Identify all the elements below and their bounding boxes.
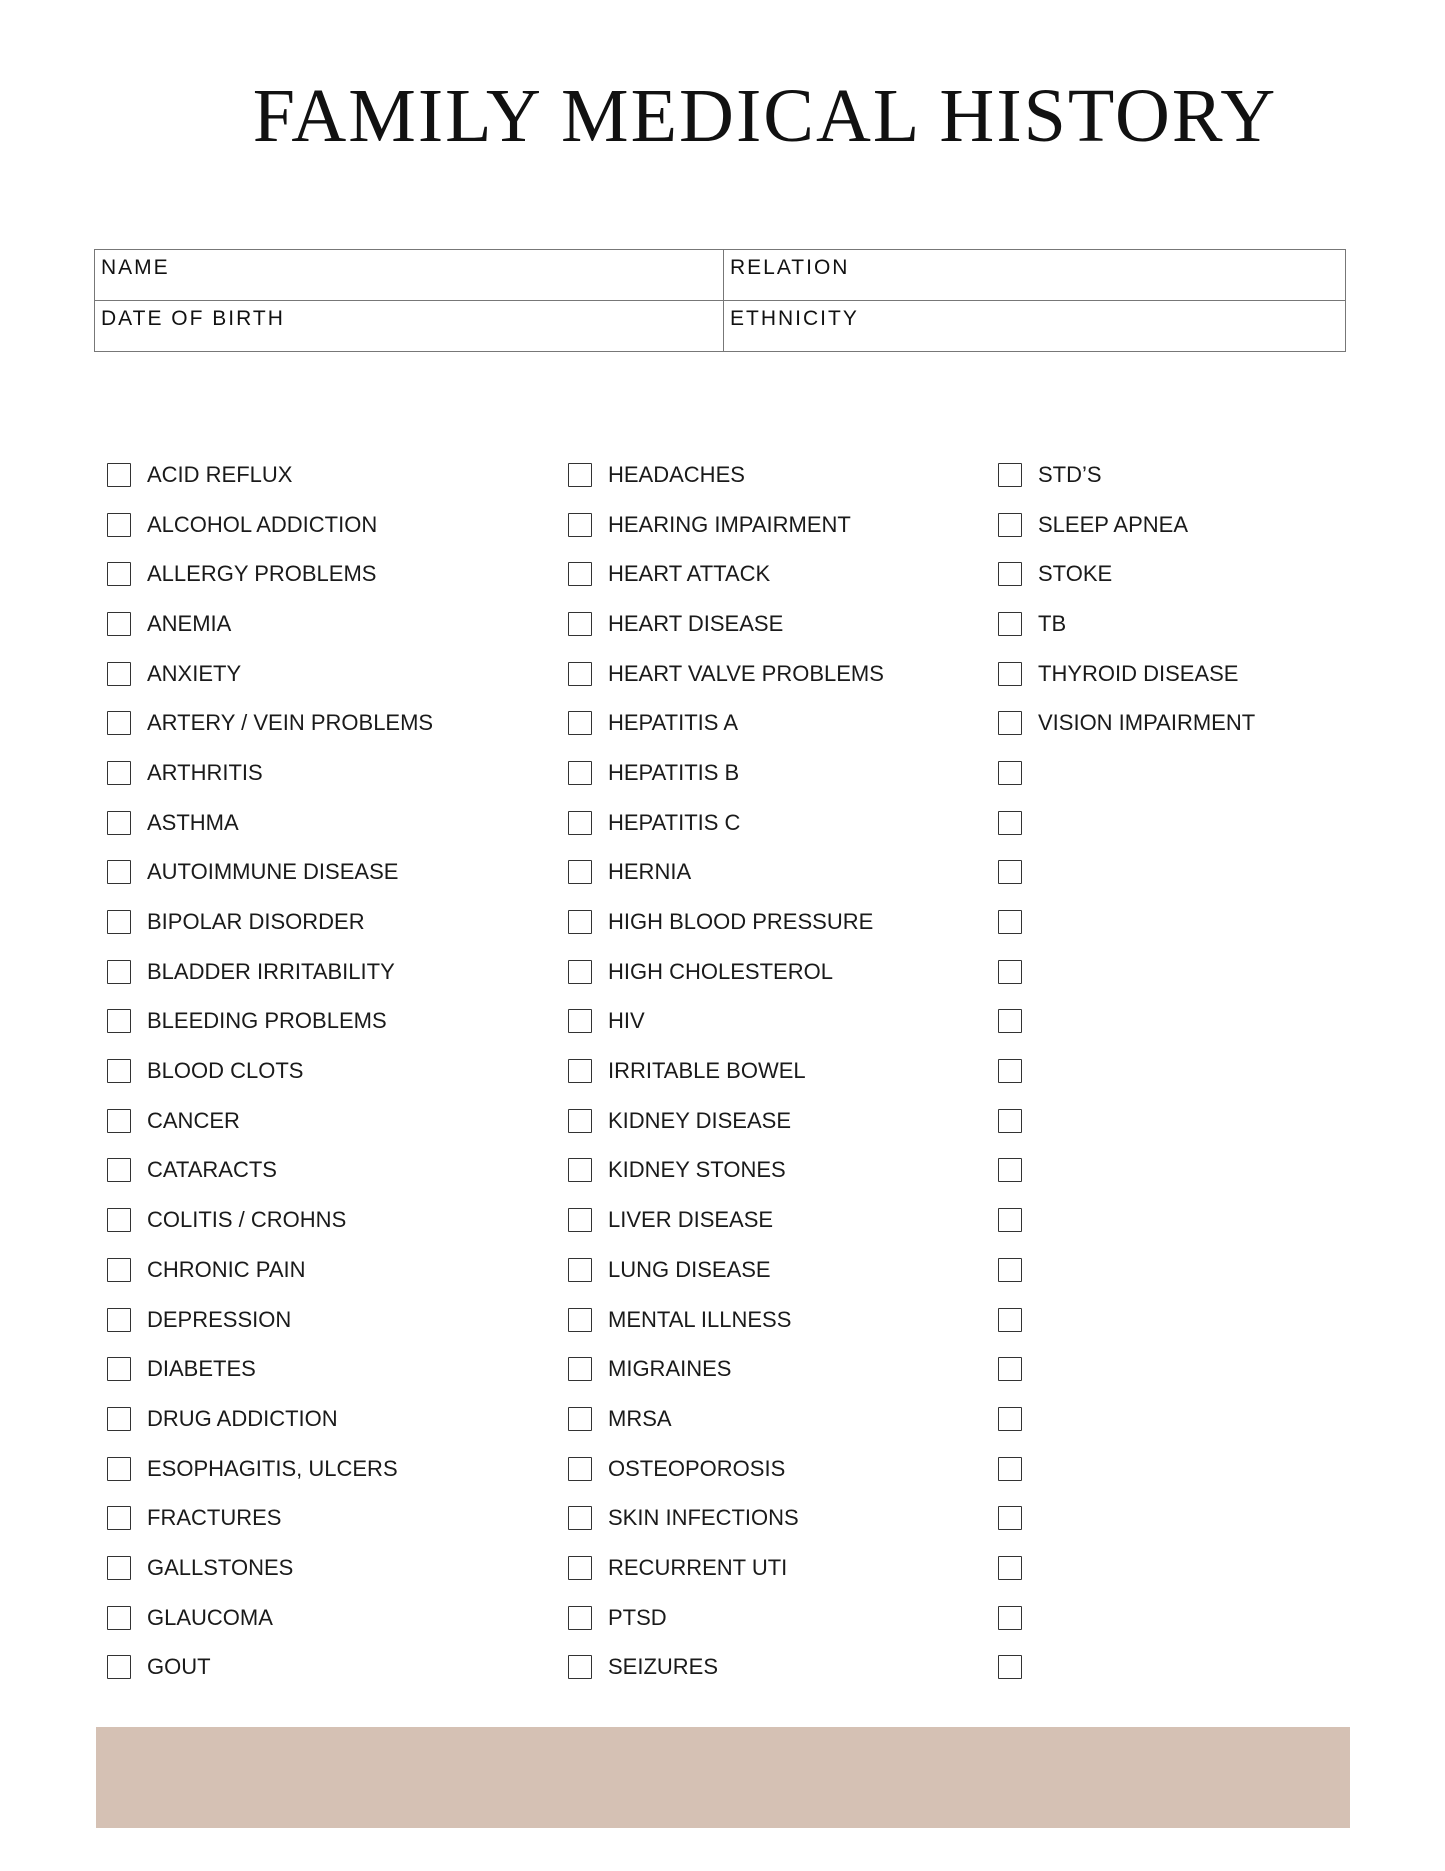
date-of-birth-field[interactable]: DATE OF BIRTH <box>95 301 724 352</box>
checklist-item[interactable] <box>568 698 884 748</box>
checklist-item[interactable] <box>998 897 1255 947</box>
checkbox[interactable] <box>107 1655 131 1679</box>
checklist-item-label: BLADDER IRRITABILITY <box>147 958 395 984</box>
checkbox[interactable] <box>107 1407 131 1431</box>
checkbox[interactable] <box>568 1606 592 1630</box>
checkbox[interactable] <box>568 711 592 735</box>
condition-column-3 <box>998 450 1255 1692</box>
checkbox[interactable] <box>107 711 131 735</box>
checklist-item-label: IRRITABLE BOWEL <box>608 1058 806 1084</box>
checklist-item[interactable] <box>568 1543 884 1593</box>
checklist-item-label: HEART VALVE PROBLEMS <box>608 660 884 686</box>
checklist-item-label: FRACTURES <box>147 1505 282 1531</box>
checklist-item[interactable] <box>568 599 884 649</box>
checkbox[interactable] <box>998 562 1022 586</box>
checklist-item-label: KIDNEY DISEASE <box>608 1107 791 1133</box>
checkbox[interactable] <box>998 463 1022 487</box>
checkbox[interactable] <box>107 1556 131 1580</box>
checkbox[interactable] <box>568 1009 592 1033</box>
checkbox[interactable] <box>568 1258 592 1282</box>
checklist-item-label: RECURRENT UTI <box>608 1554 788 1580</box>
checklist-item[interactable] <box>568 748 884 798</box>
checklist-item[interactable] <box>107 848 433 898</box>
checklist-item-label: STOKE <box>1038 561 1113 587</box>
checklist-item[interactable] <box>107 500 433 550</box>
checklist-item[interactable] <box>107 1344 433 1394</box>
checklist-item-label: ARTERY / VEIN PROBLEMS <box>147 710 434 736</box>
page-title: FAMILY MEDICAL HISTORY <box>252 74 1278 158</box>
checklist-item[interactable] <box>998 1245 1255 1295</box>
name-field[interactable]: NAME <box>95 250 724 301</box>
checklist-item-label: HEPATITIS A <box>608 710 738 736</box>
info-table <box>94 249 1346 352</box>
checklist-item[interactable] <box>568 1493 884 1543</box>
checkbox[interactable] <box>107 761 131 785</box>
checklist-item[interactable] <box>568 1394 884 1444</box>
checkbox[interactable] <box>998 1407 1022 1431</box>
checkbox[interactable] <box>107 910 131 934</box>
checklist-item-label: OSTEOPOROSIS <box>608 1455 786 1481</box>
checklist-item[interactable] <box>998 649 1255 699</box>
checklist-item-label: ESOPHAGITIS, ULCERS <box>147 1455 398 1481</box>
checklist-item[interactable] <box>998 1046 1255 1096</box>
checkbox[interactable] <box>998 1009 1022 1033</box>
checklist-item-label: VISION IMPAIRMENT <box>1038 710 1256 736</box>
checklist-item[interactable] <box>107 1195 433 1245</box>
checklist-item[interactable] <box>998 1643 1255 1693</box>
checkbox[interactable] <box>998 711 1022 735</box>
checklist-item[interactable] <box>107 1295 433 1345</box>
ethnicity-field[interactable]: ETHNICITY <box>730 306 859 330</box>
checkbox[interactable] <box>107 463 131 487</box>
checkbox[interactable] <box>998 1556 1022 1580</box>
checklist-item-label: DEPRESSION <box>147 1306 292 1332</box>
footer-band <box>96 1727 1350 1828</box>
checkbox[interactable] <box>568 662 592 686</box>
checkbox[interactable] <box>568 612 592 636</box>
checklist-item-label: STD’S <box>1038 461 1102 487</box>
checklist-item-label: MRSA <box>608 1405 672 1431</box>
checklist-item-label: BLOOD CLOTS <box>147 1058 304 1084</box>
checklist-item-label: SEIZURES <box>608 1654 719 1680</box>
checklist-item[interactable] <box>568 1046 884 1096</box>
checklist-item[interactable] <box>107 1146 433 1196</box>
checkbox[interactable] <box>568 1655 592 1679</box>
checkbox[interactable] <box>568 1208 592 1232</box>
checkbox[interactable] <box>107 1506 131 1530</box>
checklist-item-label: HEART ATTACK <box>608 561 771 587</box>
checklist-item-label: ANXIETY <box>147 660 242 686</box>
checklist-item-label: HIGH BLOOD PRESSURE <box>608 909 874 935</box>
checklist-item-label: DRUG ADDICTION <box>147 1405 338 1431</box>
checklist-item[interactable] <box>568 1245 884 1295</box>
checkbox[interactable] <box>107 1606 131 1630</box>
checklist-item-label: CHRONIC PAIN <box>147 1256 306 1282</box>
checkbox[interactable] <box>107 612 131 636</box>
checklist-item-label: BLEEDING PROBLEMS <box>147 1008 387 1034</box>
checklist-item-label: HEADACHES <box>608 461 745 487</box>
checklist-item-label: BIPOLAR DISORDER <box>147 909 365 935</box>
checklist-item-label: SKIN INFECTIONS <box>608 1505 799 1531</box>
checklist-item-label: LIVER DISEASE <box>608 1207 774 1233</box>
checklist-item-label: MIGRAINES <box>608 1356 732 1382</box>
checkbox[interactable] <box>998 1506 1022 1530</box>
condition-column-2 <box>568 450 884 1692</box>
checklist-item[interactable] <box>998 798 1255 848</box>
checkbox[interactable] <box>568 1308 592 1332</box>
checklist-item-label: HIV <box>608 1008 645 1034</box>
checklist-item[interactable] <box>107 798 433 848</box>
checklist-item[interactable] <box>107 1643 433 1693</box>
checklist-item-label: KIDNEY STONES <box>608 1157 786 1183</box>
checkbox[interactable] <box>107 960 131 984</box>
checklist-item[interactable] <box>568 649 884 699</box>
checklist-item[interactable] <box>998 1195 1255 1245</box>
checkbox[interactable] <box>107 1258 131 1282</box>
checkbox[interactable] <box>998 513 1022 537</box>
checklist-item[interactable] <box>998 549 1255 599</box>
checklist-item[interactable] <box>107 1046 433 1096</box>
checklist-item-label: CATARACTS <box>147 1157 277 1183</box>
checkbox[interactable] <box>998 1357 1022 1381</box>
checklist-item[interactable] <box>107 947 433 997</box>
checkbox[interactable] <box>107 1109 131 1133</box>
checklist-item[interactable] <box>107 1444 433 1494</box>
checklist-item-label: THYROID DISEASE <box>1038 660 1239 686</box>
checklist-item-label: COLITIS / CROHNS <box>147 1207 347 1233</box>
checklist-item[interactable] <box>998 599 1255 649</box>
checklist-item-label: ALCOHOL ADDICTION <box>147 511 378 537</box>
checkbox[interactable] <box>107 513 131 537</box>
checklist-item[interactable] <box>568 848 884 898</box>
checklist-item[interactable] <box>568 1344 884 1394</box>
checklist-item[interactable] <box>998 500 1255 550</box>
checklist-item-label: HERNIA <box>608 859 692 885</box>
checklist-item-label: DIABETES <box>147 1356 256 1382</box>
checklist-item[interactable] <box>998 1295 1255 1345</box>
checkbox[interactable] <box>998 1059 1022 1083</box>
checklist-item-label: LUNG DISEASE <box>608 1256 771 1282</box>
checklist-item[interactable] <box>998 1593 1255 1643</box>
checklist-item-label: HEPATITIS C <box>608 809 741 835</box>
checklist-item-label: ASTHMA <box>147 809 239 835</box>
checklist-item-label: ANEMIA <box>147 610 232 636</box>
checkbox[interactable] <box>568 1357 592 1381</box>
checklist-item-label: SLEEP APNEA <box>1038 511 1189 537</box>
checkbox[interactable] <box>998 960 1022 984</box>
checkbox[interactable] <box>568 562 592 586</box>
checkbox[interactable] <box>568 1109 592 1133</box>
checkbox[interactable] <box>998 1655 1022 1679</box>
checklist-item[interactable] <box>568 1444 884 1494</box>
checklist-item-label: HEARING IMPAIRMENT <box>608 511 851 537</box>
checklist-item-label: HEART DISEASE <box>608 610 784 636</box>
checklist-item-label: CANCER <box>147 1107 240 1133</box>
checklist-item[interactable] <box>107 599 433 649</box>
checklist-item-label: HIGH CHOLESTEROL <box>608 958 833 984</box>
checklist-item[interactable] <box>998 450 1255 500</box>
checkbox[interactable] <box>568 811 592 835</box>
checklist-item[interactable] <box>568 1593 884 1643</box>
checklist-item[interactable] <box>107 748 433 798</box>
checklist-item[interactable] <box>568 450 884 500</box>
checkbox[interactable] <box>568 1407 592 1431</box>
checklist-item[interactable] <box>998 748 1255 798</box>
checklist-item[interactable] <box>107 897 433 947</box>
checkbox[interactable] <box>998 811 1022 835</box>
checkbox[interactable] <box>107 662 131 686</box>
checklist-item-label: ACID REFLUX <box>147 461 293 487</box>
checklist-item[interactable] <box>568 947 884 997</box>
checklist-item-label: HEPATITIS B <box>608 759 740 785</box>
checkbox[interactable] <box>107 1208 131 1232</box>
checklist-item[interactable] <box>998 1096 1255 1146</box>
condition-column-1 <box>107 450 433 1692</box>
checklist-item-label: ALLERGY PROBLEMS <box>147 561 377 587</box>
checklist-item[interactable] <box>568 798 884 848</box>
checklist-item[interactable] <box>107 1245 433 1295</box>
checklist-item-label: GLAUCOMA <box>147 1604 273 1630</box>
checklist-item-label: ARTHRITIS <box>147 759 263 785</box>
checklist-item[interactable] <box>568 997 884 1047</box>
checkbox[interactable] <box>107 1059 131 1083</box>
checkbox[interactable] <box>568 463 592 487</box>
checklist-item-label: GALLSTONES <box>147 1554 294 1580</box>
checklist-item[interactable] <box>107 450 433 500</box>
checkbox[interactable] <box>568 1158 592 1182</box>
checklist-item[interactable] <box>107 997 433 1047</box>
checklist-item[interactable] <box>568 897 884 947</box>
relation-field[interactable]: RELATION <box>724 250 1345 301</box>
checkbox[interactable] <box>998 1258 1022 1282</box>
checklist-item[interactable] <box>998 1444 1255 1494</box>
checklist-item-label: MENTAL ILLNESS <box>608 1306 792 1332</box>
checkbox[interactable] <box>998 1457 1022 1481</box>
checkbox[interactable] <box>568 960 592 984</box>
checklist-item[interactable] <box>107 1394 433 1444</box>
checkbox[interactable] <box>998 612 1022 636</box>
checklist-item[interactable] <box>568 1195 884 1245</box>
checklist-item[interactable] <box>998 1394 1255 1444</box>
checkbox[interactable] <box>107 1009 131 1033</box>
checklist-item[interactable] <box>107 1096 433 1146</box>
checkbox[interactable] <box>568 1556 592 1580</box>
checkbox[interactable] <box>107 1158 131 1182</box>
checklist-item[interactable] <box>107 649 433 699</box>
checkbox[interactable] <box>107 1308 131 1332</box>
checklist-item-label: PTSD <box>608 1604 667 1630</box>
checkbox[interactable] <box>107 1357 131 1381</box>
checklist-item-label: GOUT <box>147 1654 211 1680</box>
checkbox[interactable] <box>568 1506 592 1530</box>
checkbox[interactable] <box>568 910 592 934</box>
checkbox[interactable] <box>568 1457 592 1481</box>
checkbox[interactable] <box>998 1606 1022 1630</box>
checklist-item[interactable] <box>998 848 1255 898</box>
checklist-item-label: AUTOIMMUNE DISEASE <box>147 859 399 885</box>
checklist-item[interactable] <box>107 698 433 748</box>
checklist-item[interactable] <box>107 549 433 599</box>
checkbox[interactable] <box>998 1109 1022 1133</box>
checklist-item[interactable] <box>998 947 1255 997</box>
checkbox[interactable] <box>998 910 1022 934</box>
checkbox[interactable] <box>107 1457 131 1481</box>
checklist-item[interactable] <box>998 698 1255 748</box>
checklist-item[interactable] <box>568 500 884 550</box>
checkbox[interactable] <box>998 1158 1022 1182</box>
checkbox[interactable] <box>568 513 592 537</box>
checkbox[interactable] <box>568 761 592 785</box>
checkbox[interactable] <box>998 1308 1022 1332</box>
checkbox[interactable] <box>998 860 1022 884</box>
checklist-item[interactable] <box>107 1543 433 1593</box>
checklist-item[interactable] <box>107 1493 433 1543</box>
checklist-item[interactable] <box>568 549 884 599</box>
checklist-item[interactable] <box>998 1543 1255 1593</box>
checkbox[interactable] <box>107 860 131 884</box>
checklist-item[interactable] <box>998 1146 1255 1196</box>
checkbox[interactable] <box>998 1208 1022 1232</box>
checkbox[interactable] <box>998 662 1022 686</box>
checklist-item[interactable] <box>568 1643 884 1693</box>
checkbox[interactable] <box>107 811 131 835</box>
checkbox[interactable] <box>998 761 1022 785</box>
checklist-item[interactable] <box>998 1493 1255 1543</box>
checklist-item[interactable] <box>998 997 1255 1047</box>
checklist-item[interactable] <box>568 1096 884 1146</box>
checklist-item-label: TB <box>1038 610 1067 636</box>
checkbox[interactable] <box>568 1059 592 1083</box>
checklist-item[interactable] <box>107 1593 433 1643</box>
checklist-item[interactable] <box>568 1295 884 1345</box>
checkbox[interactable] <box>107 562 131 586</box>
checklist-item[interactable] <box>998 1344 1255 1394</box>
checklist-item[interactable] <box>568 1146 884 1196</box>
checkbox[interactable] <box>568 860 592 884</box>
